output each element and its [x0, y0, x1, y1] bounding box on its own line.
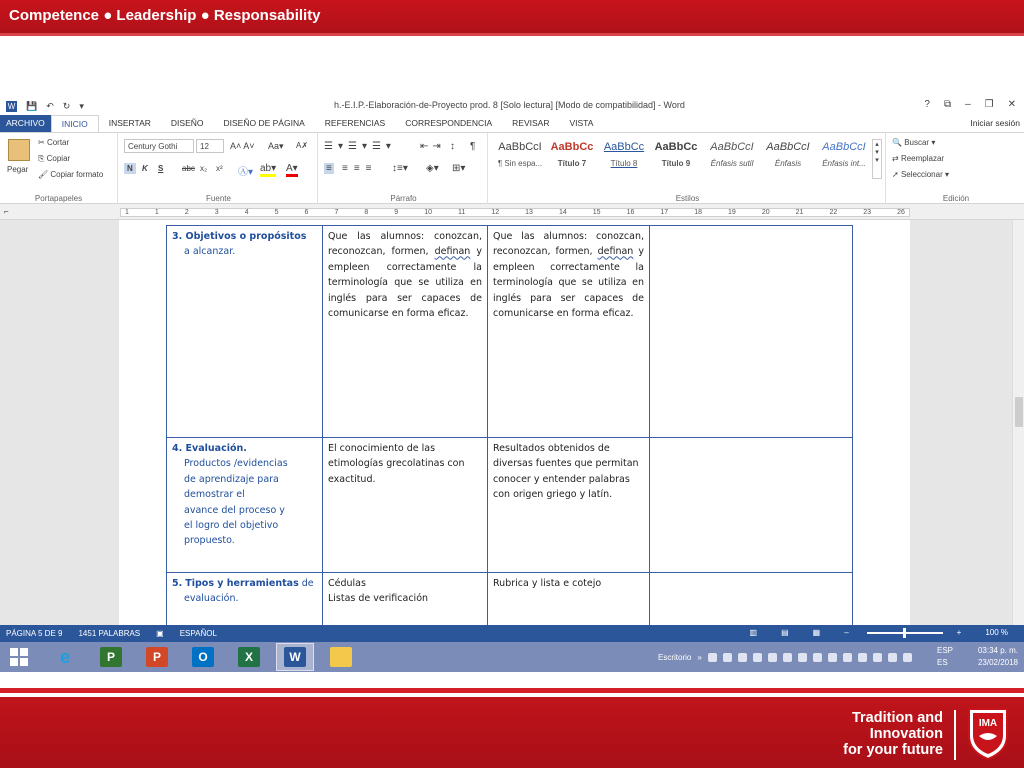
zoom-in-button[interactable]: + [956, 628, 962, 637]
ribbon-tabs [0, 115, 1024, 132]
ruler-number: 2 [184, 209, 189, 216]
scroll-thumb[interactable] [1015, 397, 1023, 427]
cut-button[interactable] [38, 138, 69, 147]
style-name: Énfasis [774, 159, 802, 168]
cell-line: Cédulas [328, 578, 366, 589]
table-cell[interactable] [167, 438, 323, 573]
row-number: 4. [172, 443, 183, 454]
lang-top: ESP [937, 646, 954, 655]
tab-diseno-pagina[interactable]: DISEÑO DE PÁGINA [223, 118, 305, 128]
save-icon[interactable]: 💾 [26, 100, 38, 111]
word-icon: W [284, 647, 306, 667]
table-cell-empty[interactable] [650, 226, 853, 438]
desktop-toolbar[interactable]: Escritorio [658, 652, 692, 662]
style-preview: AaBbCcI [710, 141, 754, 153]
tab-diseno[interactable]: DISEÑO [170, 118, 204, 128]
quick-access-toolbar [0, 101, 84, 112]
style-name: Énfasis int... [822, 159, 866, 168]
find-button[interactable]: 🔍 Buscar ▾ [892, 138, 936, 147]
excel-icon: X [238, 647, 260, 667]
taskbar-powerpoint[interactable] [138, 643, 176, 671]
cursor-icon: ➚ [892, 170, 901, 179]
taskbar-excel[interactable] [230, 643, 268, 671]
table-cell[interactable] [323, 226, 488, 438]
word-count[interactable]: 1451 PALABRAS [78, 629, 141, 638]
style-preview: AaBbCcI [498, 141, 542, 153]
tray-icon[interactable] [843, 653, 852, 662]
styles-label: Estilos [675, 194, 700, 203]
table-cell-empty[interactable] [650, 438, 853, 573]
tray-icon[interactable] [768, 653, 777, 662]
tray-icon[interactable] [828, 653, 837, 662]
strikethrough-button[interactable]: abc [182, 164, 195, 173]
highlight-icon[interactable]: ab▾ [260, 163, 276, 177]
tray-icon[interactable] [753, 653, 762, 662]
style-titulo-9[interactable] [648, 141, 704, 179]
row-heading-cont: a alcanzar. [184, 246, 236, 258]
table-cell-empty[interactable] [650, 573, 853, 632]
tagline-line: Innovation [869, 726, 943, 742]
cell-text: y empleen correctamente la terminología que se utiliza en inglés para ser capaces de comunicarse en forma eficaz. [493, 246, 644, 320]
table-cell[interactable] [323, 573, 488, 632]
tagline-line: for your future [843, 742, 943, 758]
style-no-spacing[interactable] [492, 141, 548, 179]
word-window [0, 97, 1024, 672]
table-cell[interactable] [167, 573, 323, 632]
paste-icon[interactable] [8, 139, 30, 161]
project-icon: P [100, 647, 122, 667]
styles-scroll-icon[interactable]: ▴ ▾ ▾ [872, 139, 882, 179]
row-title: Tipos y herramientas [185, 578, 299, 589]
row-subheading: avance del proceso y [184, 504, 285, 516]
folder-icon [330, 647, 352, 667]
ribbon [0, 132, 1024, 204]
web-layout-icon[interactable]: ▦ [812, 628, 821, 637]
row-heading [172, 229, 317, 244]
table-row [167, 438, 853, 573]
ruler-number: 1 [125, 209, 129, 216]
tab-insertar[interactable]: INSERTAR [108, 118, 151, 128]
ruler-number: 5 [274, 209, 279, 216]
signin-link[interactable]: Iniciar sesión [970, 118, 1020, 128]
redo-icon[interactable]: ↻ [62, 100, 71, 111]
slide-header: Competence ● Leadership ● Responsability [0, 0, 1024, 33]
zoom-level[interactable]: 100 % [985, 628, 1008, 637]
clock-time: 03:34 p. m. [977, 646, 1018, 655]
replace-button[interactable] [892, 154, 944, 163]
sort-icon[interactable]: ↕ [450, 141, 455, 152]
font-name-select[interactable]: Century Gothi [124, 139, 194, 153]
clipboard-label: Portapapeles [34, 194, 83, 203]
tagline-separator [954, 710, 956, 760]
text-effects-icon[interactable]: Ⓐ▾ [238, 167, 254, 178]
clock[interactable] [978, 645, 1018, 669]
document-page[interactable] [119, 220, 910, 631]
tab-vista[interactable]: VISTA [569, 118, 594, 128]
word-logo-icon: W [7, 101, 16, 111]
style-titulo-8[interactable] [596, 141, 652, 179]
font-size-select[interactable]: 12 [196, 139, 224, 153]
row-subheading: propuesto. [184, 535, 235, 547]
taskbar-word[interactable] [276, 643, 314, 671]
align-left-icon[interactable]: ≡ [326, 163, 332, 174]
table-cell[interactable]: El conocimiento de las etimologías grecolatinas con exactitud. [323, 438, 488, 573]
restore-button[interactable]: ❐ [984, 99, 994, 110]
tray-icon[interactable] [708, 653, 717, 662]
replace-label: Reemplazar [900, 154, 945, 163]
minimize-button[interactable]: – [965, 99, 971, 110]
replace-icon: ⇄ [892, 154, 901, 163]
table-cell[interactable] [488, 226, 650, 438]
tab-correspondencia[interactable]: CORRESPONDENCIA [405, 118, 493, 128]
line-spacing-icon[interactable]: ↕≡▾ [392, 163, 408, 174]
ruler-number: 16 [626, 209, 635, 216]
plan-table [166, 225, 853, 631]
copy-label: Copiar [46, 154, 71, 163]
superscript-button[interactable]: x² [216, 164, 223, 173]
style-preview: AaBbCcI [822, 141, 866, 153]
vertical-scrollbar[interactable] [1012, 220, 1024, 631]
editing-group [888, 133, 1024, 205]
ruler-number: 12 [491, 209, 500, 216]
italic-button[interactable]: K [142, 164, 148, 173]
tab-selector-icon[interactable]: ⌐ [4, 207, 9, 216]
tray-icon[interactable] [798, 653, 807, 662]
tray-icon[interactable] [813, 653, 822, 662]
zoom-out-button[interactable]: – [844, 628, 849, 637]
select-button[interactable]: ➚ Seleccionar ▾ [892, 170, 949, 179]
row-subheading: demostrar el [184, 489, 245, 501]
outlook-icon: O [192, 647, 214, 667]
font-label: Fuente [206, 194, 231, 203]
ruler-track[interactable] [120, 208, 910, 217]
tray-icon[interactable] [738, 653, 747, 662]
status-bar [0, 625, 1024, 642]
table-cell[interactable]: Resultados obtenidos de diversas fuentes que permitan conocer y entender palabras con origen griego y latín. [488, 438, 650, 573]
footer-divider [0, 688, 1024, 693]
cut-label: Cortar [46, 138, 70, 147]
row-subheading: el logro del objetivo [184, 520, 279, 532]
format-painter-label: Copiar formato [50, 170, 104, 179]
copy-button[interactable] [38, 154, 70, 164]
subscript-button[interactable]: x₂ [200, 164, 208, 173]
indent-icon[interactable]: ⇤⇥ [420, 141, 445, 152]
row-subheading: de aprendizaje para [184, 473, 279, 485]
style-titulo-7[interactable] [544, 141, 600, 179]
style-name: ¶ Sin espa... [497, 159, 543, 168]
row-subheading: Productos /evidencias [184, 458, 288, 470]
cell-text: y empleen correctamente la terminología que se utiliza en inglés para ser capaces de comunicarse en forma eficaz. [328, 246, 482, 320]
table-cell[interactable] [167, 226, 323, 438]
select-label: Seleccionar [900, 170, 943, 179]
zoom-controls [744, 628, 1019, 637]
borders-icon[interactable]: ⊞▾ [452, 163, 466, 174]
read-mode-icon[interactable]: ▥ [749, 628, 758, 637]
window-controls [924, 99, 1016, 110]
horizontal-ruler [0, 204, 1024, 220]
internet-explorer-icon: e [59, 646, 70, 667]
ruler-number: 1 [154, 209, 159, 216]
copy-icon: ⎘ [38, 154, 47, 163]
row-number: 5. [172, 578, 183, 589]
ruler-numbers [121, 209, 909, 216]
styles-group [490, 133, 886, 205]
lang-bottom: ES [937, 658, 948, 667]
ruler-number: 26 [897, 209, 905, 216]
customize-qat-icon[interactable]: ▾ [79, 100, 84, 111]
tab-archivo[interactable]: ARCHIVO [0, 115, 51, 132]
format-painter-button[interactable] [38, 170, 103, 179]
paste-button[interactable]: Pegar [7, 165, 29, 174]
crest-text: IMA [978, 718, 998, 729]
tab-revisar[interactable]: REVISAR [512, 118, 550, 128]
ribbon-options-button[interactable]: ⧉ [943, 99, 952, 110]
ruler-number: 3 [214, 209, 219, 216]
zoom-slider[interactable] [867, 632, 943, 634]
style-name: Título 9 [661, 159, 691, 168]
editing-label: Edición [942, 194, 970, 203]
taskbar-explorer[interactable] [322, 643, 360, 671]
font-color-icon[interactable]: A▾ [286, 163, 298, 177]
taskbar-project[interactable] [92, 643, 130, 671]
help-button[interactable]: ? [924, 99, 930, 110]
footer-tagline [843, 710, 943, 758]
tray-icon[interactable] [888, 653, 897, 662]
clear-format-icon[interactable]: A✗ [296, 141, 309, 150]
scissors-icon: ✂ [38, 138, 47, 147]
brush-icon: 🖌 [38, 170, 51, 179]
tray-icon[interactable] [858, 653, 867, 662]
windows-logo-icon [10, 648, 28, 666]
paragraph-label: Párrafo [390, 194, 417, 203]
zoom-thumb[interactable] [903, 628, 906, 638]
row-number: 3. [172, 231, 183, 242]
underline-button[interactable]: S [158, 164, 164, 173]
style-name: Título 7 [557, 159, 587, 168]
ruler-number: 14 [558, 209, 567, 216]
row-heading-cont: evaluación. [184, 593, 239, 605]
volume-icon[interactable] [903, 653, 912, 662]
shading-icon[interactable]: ◈▾ [426, 163, 439, 174]
row-heading [172, 441, 317, 456]
ima-crest-logo [966, 706, 1010, 760]
cell-text-marked: definan [434, 246, 471, 258]
tray-icon[interactable] [783, 653, 792, 662]
ruler-number: 18 [694, 209, 702, 216]
system-tray [658, 642, 912, 672]
ruler-number: 8 [364, 209, 369, 216]
tab-inicio[interactable]: INICIO [51, 115, 99, 132]
proofing-icon[interactable]: ▣ [156, 629, 164, 638]
windows-taskbar [0, 642, 1024, 672]
paragraph-group [320, 133, 488, 205]
ruler-number: 4 [244, 209, 249, 216]
bullets-icon[interactable]: ☰▾☰▾☰▾ [324, 141, 396, 152]
taskbar-outlook[interactable] [184, 643, 222, 671]
ruler-number: 10 [424, 209, 433, 216]
ruler-number: 17 [660, 209, 669, 216]
clock-date: 23/02/2018 [977, 658, 1018, 667]
close-button[interactable]: ✕ [1007, 99, 1016, 110]
ruler-number: 20 [761, 209, 770, 216]
ruler-number: 22 [829, 209, 838, 216]
align-other-icons[interactable]: ≡≡≡ [342, 163, 378, 174]
language-status[interactable]: ESPAÑOL [179, 629, 217, 638]
ruler-number: 19 [728, 209, 736, 216]
tab-referencias[interactable]: REFERENCIAS [324, 118, 386, 128]
table-row [167, 573, 853, 632]
table-cell[interactable]: Rubrica y lista e cotejo [488, 573, 650, 632]
start-button[interactable] [0, 643, 38, 671]
undo-icon[interactable]: ↶ [46, 100, 54, 111]
header-divider [0, 33, 1024, 36]
row-title: Evaluación. [185, 443, 247, 454]
ruler-number: 13 [525, 209, 533, 216]
pilcrow-icon[interactable]: ¶ [470, 141, 476, 152]
print-layout-icon[interactable]: ▤ [781, 628, 789, 637]
row-title: Objetivos o propósitos [185, 231, 307, 242]
style-name: Título 8 [610, 159, 638, 168]
style-preview: AaBbCc [603, 141, 645, 153]
style-preview: AaBbCcI [766, 141, 810, 153]
ruler-number: 11 [458, 209, 466, 216]
tagline-line: Tradition and [851, 710, 943, 726]
ruler-number: 23 [863, 209, 872, 216]
tray-icon[interactable] [873, 653, 882, 662]
page-count[interactable]: PÁGINA 5 DE 9 [6, 629, 63, 638]
ruler-number: 15 [592, 209, 601, 216]
document-title: h.-E.I.P.-Elaboración-de-Proyecto prod. 8 [Solo lectura] [Modo de compatibilidad] - Word [334, 100, 685, 110]
style-enfasis-sutil[interactable] [704, 141, 760, 179]
grow-font-icon[interactable]: A˄ A˅ [230, 141, 255, 151]
style-preview: AaBbCc [654, 141, 698, 153]
ruler-number: 21 [795, 209, 804, 216]
row-heading [172, 576, 317, 591]
ruler-number: 6 [304, 209, 309, 216]
ruler-number: 7 [334, 209, 339, 216]
font-group [120, 133, 318, 205]
document-area [0, 220, 1012, 631]
taskbar-ie[interactable] [46, 643, 84, 671]
tray-icon[interactable] [723, 653, 732, 662]
cell-text: Que las alumnos: conozcan, reconozcan, formen, [328, 231, 482, 258]
clipboard-group [0, 133, 118, 205]
title-bar [0, 97, 1024, 115]
cell-text: Que las alumnos: conozcan, reconozcan, formen, [493, 231, 644, 258]
find-label: Buscar [904, 138, 930, 147]
tray-expand-icon[interactable]: » [697, 652, 702, 662]
style-enfasis-intenso[interactable] [816, 141, 872, 179]
binoculars-icon: 🔍 [892, 138, 905, 147]
style-name: Énfasis sutil [710, 159, 754, 168]
cell-line: Listas de verificación [328, 593, 429, 605]
change-case-icon[interactable]: Aa▾ [268, 141, 284, 151]
cell-text-marked: definan [597, 246, 634, 258]
bold-button[interactable]: N [124, 163, 136, 174]
powerpoint-icon: P [146, 647, 168, 667]
table-row [167, 226, 853, 438]
ruler-number: 9 [394, 209, 399, 216]
style-enfasis[interactable] [760, 141, 816, 179]
row-title-tail: de [301, 578, 314, 589]
style-preview: AaBbCc [550, 141, 594, 153]
input-language[interactable] [937, 645, 953, 669]
